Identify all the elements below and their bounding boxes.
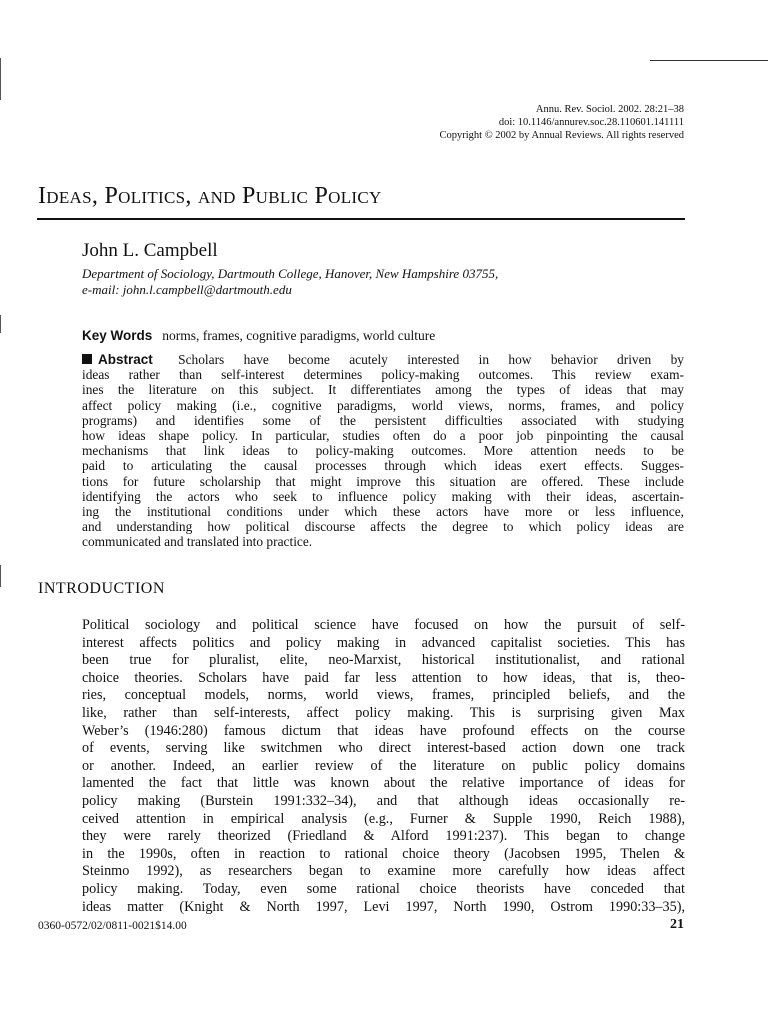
abstract-square-icon xyxy=(82,354,92,364)
body-line: of events, serving like switchmen who direct interest-based action down one track xyxy=(82,740,685,757)
body-line: or another. Indeed, an earlier review of the literature on public policy domains xyxy=(82,757,685,774)
introduction-paragraph xyxy=(82,617,685,916)
body-line: ries, conceptual models, norms, world views, frames, principled beliefs, and the xyxy=(82,687,685,704)
body-line: in the 1990s, often in reaction to rational choice theory (Jacobsen 1995, Thelen & xyxy=(82,845,685,862)
abstract-line: programs) and identifies some of the persistent difficulties associated with studying xyxy=(82,412,684,428)
body-line: they were rarely theorized (Friedland & Alford 1991:237). This began to change xyxy=(82,828,685,845)
keywords-text: norms, frames, cognitive paradigms, world culture xyxy=(162,328,436,343)
body-line: Political sociology and political science have focused on how the pursuit of self- xyxy=(82,617,685,633)
article-title: Ideas, Politics, and Public Policy xyxy=(38,183,382,209)
doi-line: doi: 10.1146/annurev.soc.28.110601.141111 xyxy=(498,117,684,128)
body-line: interest affects politics and policy making in advanced capitalist societies. This has xyxy=(82,634,685,651)
body-line: been true for pluralist, elite, neo-Marxist, historical institutionalist, and rational xyxy=(82,652,685,669)
body-line: lamented the fact that little was known about the relative importance of ideas for xyxy=(82,775,685,792)
affiliation-line: Department of Sociology, Dartmouth College, Hanover, New Hampshire 03755, xyxy=(82,266,499,281)
title-rule xyxy=(37,218,685,220)
keywords xyxy=(82,328,435,344)
abstract-line: tions for future scholarship that might improve this situation are offered. These include xyxy=(82,473,684,489)
journal-citation xyxy=(440,103,685,142)
body-line: ceived attention in empirical analysis (e.g., Furner & Supple 1990, Reich 1988), xyxy=(82,810,685,827)
keywords-label: Key Words xyxy=(82,328,153,343)
abstract xyxy=(82,352,684,550)
body-line: policy making (Burstein 1991:332–34), and that although ideas occasionally re- xyxy=(82,792,685,809)
email-line: e-mail: john.l.campbell@dartmouth.edu xyxy=(82,282,292,297)
section-heading-introduction: INTRODUCTION xyxy=(38,580,165,597)
article-code: 0360-0572/02/0811-0021$14.00 xyxy=(38,920,187,932)
abstract-line: ing the institutional conditions under which these actors have more or less influence, xyxy=(82,504,684,520)
body-line: choice theories. Scholars have paid far less attention to how ideas, that is, theo- xyxy=(82,669,685,686)
abstract-line: communicated and translated into practice. xyxy=(82,534,313,550)
abstract-line-text: Scholars have become acutely interested in how behavior driven by xyxy=(178,352,684,367)
abstract-line: how ideas shape policy. In particular, studies often do a poor job pinpointing the causal xyxy=(82,428,684,444)
abstract-line: identifying the actors who seek to influence policy making with their ideas, ascertain- xyxy=(82,488,684,504)
body-line: policy making. Today, even some rational choice theorists have conceded that xyxy=(82,880,685,897)
abstract-line: ideas rather than self-interest determines policy-making outcomes. This review exam- xyxy=(82,367,684,383)
left-margin-mark xyxy=(0,58,1,100)
abstract-line: affect policy making (i.e., cognitive paradigms, world views, norms, frames, and policy xyxy=(82,397,684,413)
top-rule xyxy=(650,60,768,61)
body-line: Steinmo 1992), as researchers began to examine more carefully how ideas affect xyxy=(82,863,685,880)
abstract-line: and understanding how political discourse affects the degree to which policy ideas are xyxy=(82,519,684,535)
abstract-line: ines the literature on this subject. It differentiates among the types of ideas that may xyxy=(82,382,684,398)
journal-line: Annu. Rev. Sociol. 2002. 28:21–38 xyxy=(535,104,684,115)
abstract-line: mechanisms that link ideas to policy-making outcomes. More attention needs to be xyxy=(82,443,684,459)
author-name: John L. Campbell xyxy=(82,240,218,261)
left-margin-mark xyxy=(0,565,1,587)
abstract-line: paid to articulating the causal processes through which ideas exert effects. Sugges- xyxy=(82,458,684,474)
abstract-line xyxy=(82,352,684,367)
body-line: Weber’s (1946:280) famous dictum that ideas have profound effects on the course xyxy=(82,722,685,739)
body-line: like, rather than self-interests, affect policy making. This is surprising given Max xyxy=(82,704,685,721)
copyright-line: Copyright © 2002 by Annual Reviews. All rights reserved xyxy=(439,130,684,141)
abstract-label: Abstract xyxy=(98,352,153,367)
author-affiliation xyxy=(82,266,498,298)
body-line: ideas matter (Knight & North 1997, Levi 1997, North 1990, Ostrom 1990:33–35), xyxy=(82,898,685,915)
left-margin-mark xyxy=(0,315,1,333)
page-number: 21 xyxy=(670,917,684,932)
